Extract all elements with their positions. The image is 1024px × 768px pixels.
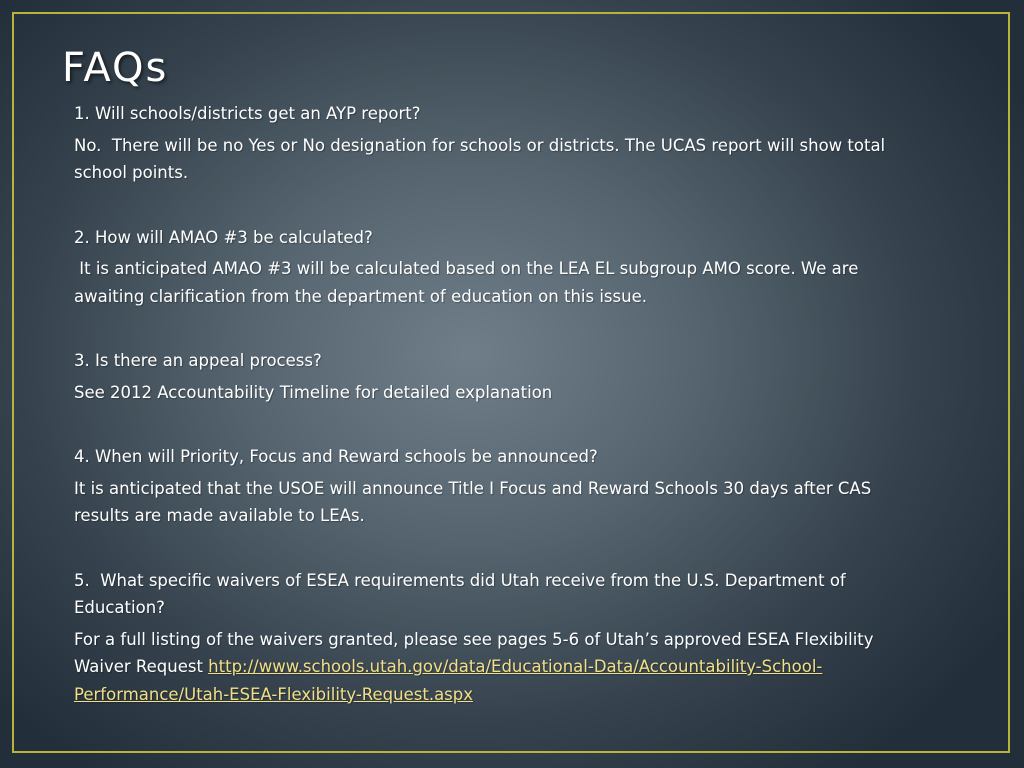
- faq-answer-text: For a full listing of the waivers granted, please see pages 5-6 of Utah’s approved ESEA Flexibility Waiver Request: [74, 629, 879, 676]
- esea-waiver-link[interactable]: http://www.schools.utah.gov/data/Educational-Data/Accountability-School-Performance/Utah-ESEA-Flexibility-Request.aspx: [74, 657, 823, 704]
- faq-answer: It is anticipated AMAO #3 will be calculated based on the LEA EL subgroup AMO score. We are awaiting clarification from the department of education on this issue.: [74, 259, 864, 306]
- faq-list: [74, 100, 904, 745]
- faq-item-1: [74, 100, 904, 187]
- faq-answer: No. There will be no Yes or No designation for schools or districts. The UCAS report will show total school points.: [74, 135, 891, 182]
- faq-item-4: [74, 443, 904, 530]
- faq-question: 1. Will schools/districts get an AYP report?: [74, 104, 421, 123]
- faq-item-5: [74, 567, 904, 709]
- faq-item-2: [74, 224, 904, 311]
- faq-question: 3. Is there an appeal process?: [74, 351, 322, 370]
- faq-answer: It is anticipated that the USOE will announce Title I Focus and Reward Schools 30 days after CAS results are made available to LEAs.: [74, 478, 877, 525]
- faq-question: 4. When will Priority, Focus and Reward schools be announced?: [74, 447, 598, 466]
- faq-question: 5. What specific waivers of ESEA requirements did Utah receive from the U.S. Department of Education?: [74, 570, 851, 617]
- slide-title: FAQs: [62, 45, 169, 91]
- faq-answer: [74, 626, 904, 709]
- faq-question: 2. How will AMAO #3 be calculated?: [74, 227, 373, 247]
- faq-answer: See 2012 Accountability Timeline for detailed explanation: [74, 382, 553, 402]
- faq-item-3: [74, 347, 904, 406]
